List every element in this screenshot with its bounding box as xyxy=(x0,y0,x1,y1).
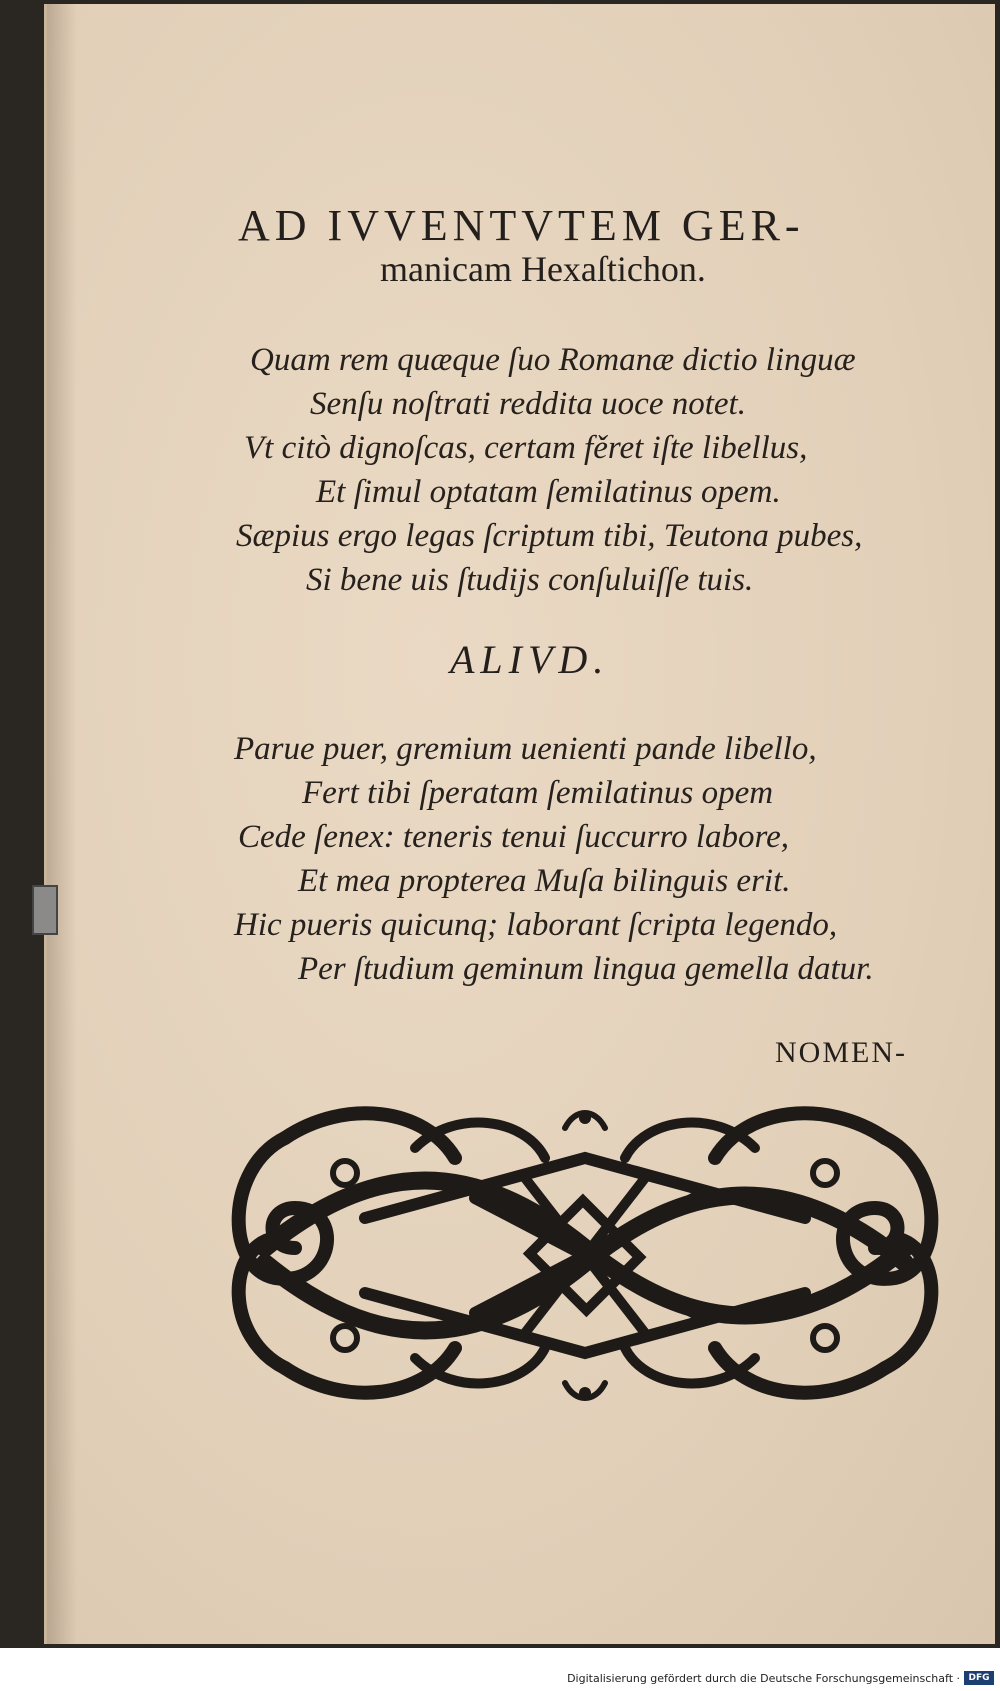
aliud-line: Hic pueris quicunq; laborant ſcripta legendo, xyxy=(234,907,838,943)
hexastich-line: Si bene uis ſtudijs conſuluiſſe tuis. xyxy=(306,562,754,598)
aliud-line: Cede ſenex: teneris tenui ſuccurro labore, xyxy=(238,819,790,855)
hexastich-line: Senſu noſtrati reddita uoce notet. xyxy=(310,386,746,422)
aliud-line: Per ſtudium geminum lingua gemella datur. xyxy=(298,951,874,987)
page-shadow xyxy=(47,4,77,1644)
knotwork-ornament xyxy=(225,1098,945,1408)
dfg-logo: DFG xyxy=(964,1671,994,1685)
hexastich-line: Sæpius ergo legas ſcriptum tibi, Teutona pubes, xyxy=(236,518,863,554)
title-line-2: manicam Hexaſtichon. xyxy=(380,249,706,289)
aliud-line: Fert tibi ſperatam ſemilatinus opem xyxy=(302,775,774,811)
catchword: NOMEN- xyxy=(775,1036,907,1069)
hexastich-line: Vt citò dignoſcas, certam fěret iſte libellus, xyxy=(244,430,808,466)
page-clip xyxy=(32,885,58,935)
hexastich-line: Quam rem quæque ſuo Romanæ dictio linguæ xyxy=(250,342,856,378)
subheading-aliud: ALIVD. xyxy=(450,637,610,682)
hexastich-line: Et ſimul optatam ſemilatinus opem. xyxy=(316,474,781,510)
footer-credit: Digitalisierung gefördert durch die Deutsche Forschungsgemeinschaft · xyxy=(567,1672,960,1685)
aliud-line: Et mea propterea Muſa bilinguis erit. xyxy=(298,863,791,899)
title-line-1: AD IVVENTVTEM GER- xyxy=(238,201,805,250)
aliud-line: Parue puer, gremium uenienti pande libello, xyxy=(234,731,817,767)
